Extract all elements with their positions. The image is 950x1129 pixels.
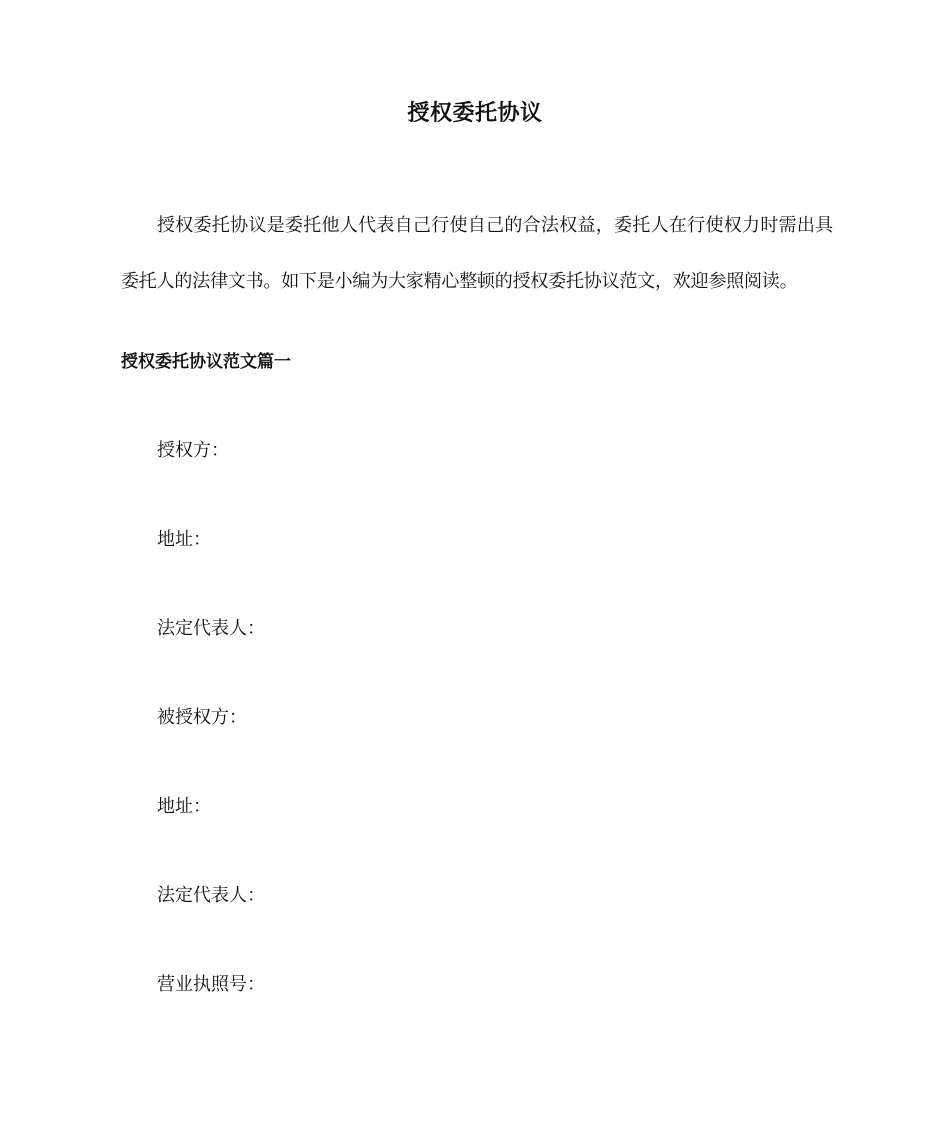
field-grantor-address: 地址： <box>157 529 211 550</box>
field-grantee-legal-representative: 法定代表人： <box>157 885 265 906</box>
field-grantor-legal-representative: 法定代表人： <box>157 618 265 639</box>
field-grantee-address: 地址： <box>157 796 211 817</box>
document-title: 授权委托协议 <box>407 101 543 126</box>
section-heading: 授权委托协议范文篇一 <box>121 352 291 372</box>
field-business-license-number: 营业执照号： <box>157 974 265 995</box>
field-grantee: 被授权方： <box>157 707 247 728</box>
field-grantor: 授权方： <box>157 440 229 461</box>
intro-paragraph: 授权委托协议是委托他人代表自己行使自己的合法权益，委托人在行使权力时需出具委托人的法律文书。如下是小编为大家精心整顿的授权委托协议范文，欢迎参照阅读。 <box>121 215 833 292</box>
